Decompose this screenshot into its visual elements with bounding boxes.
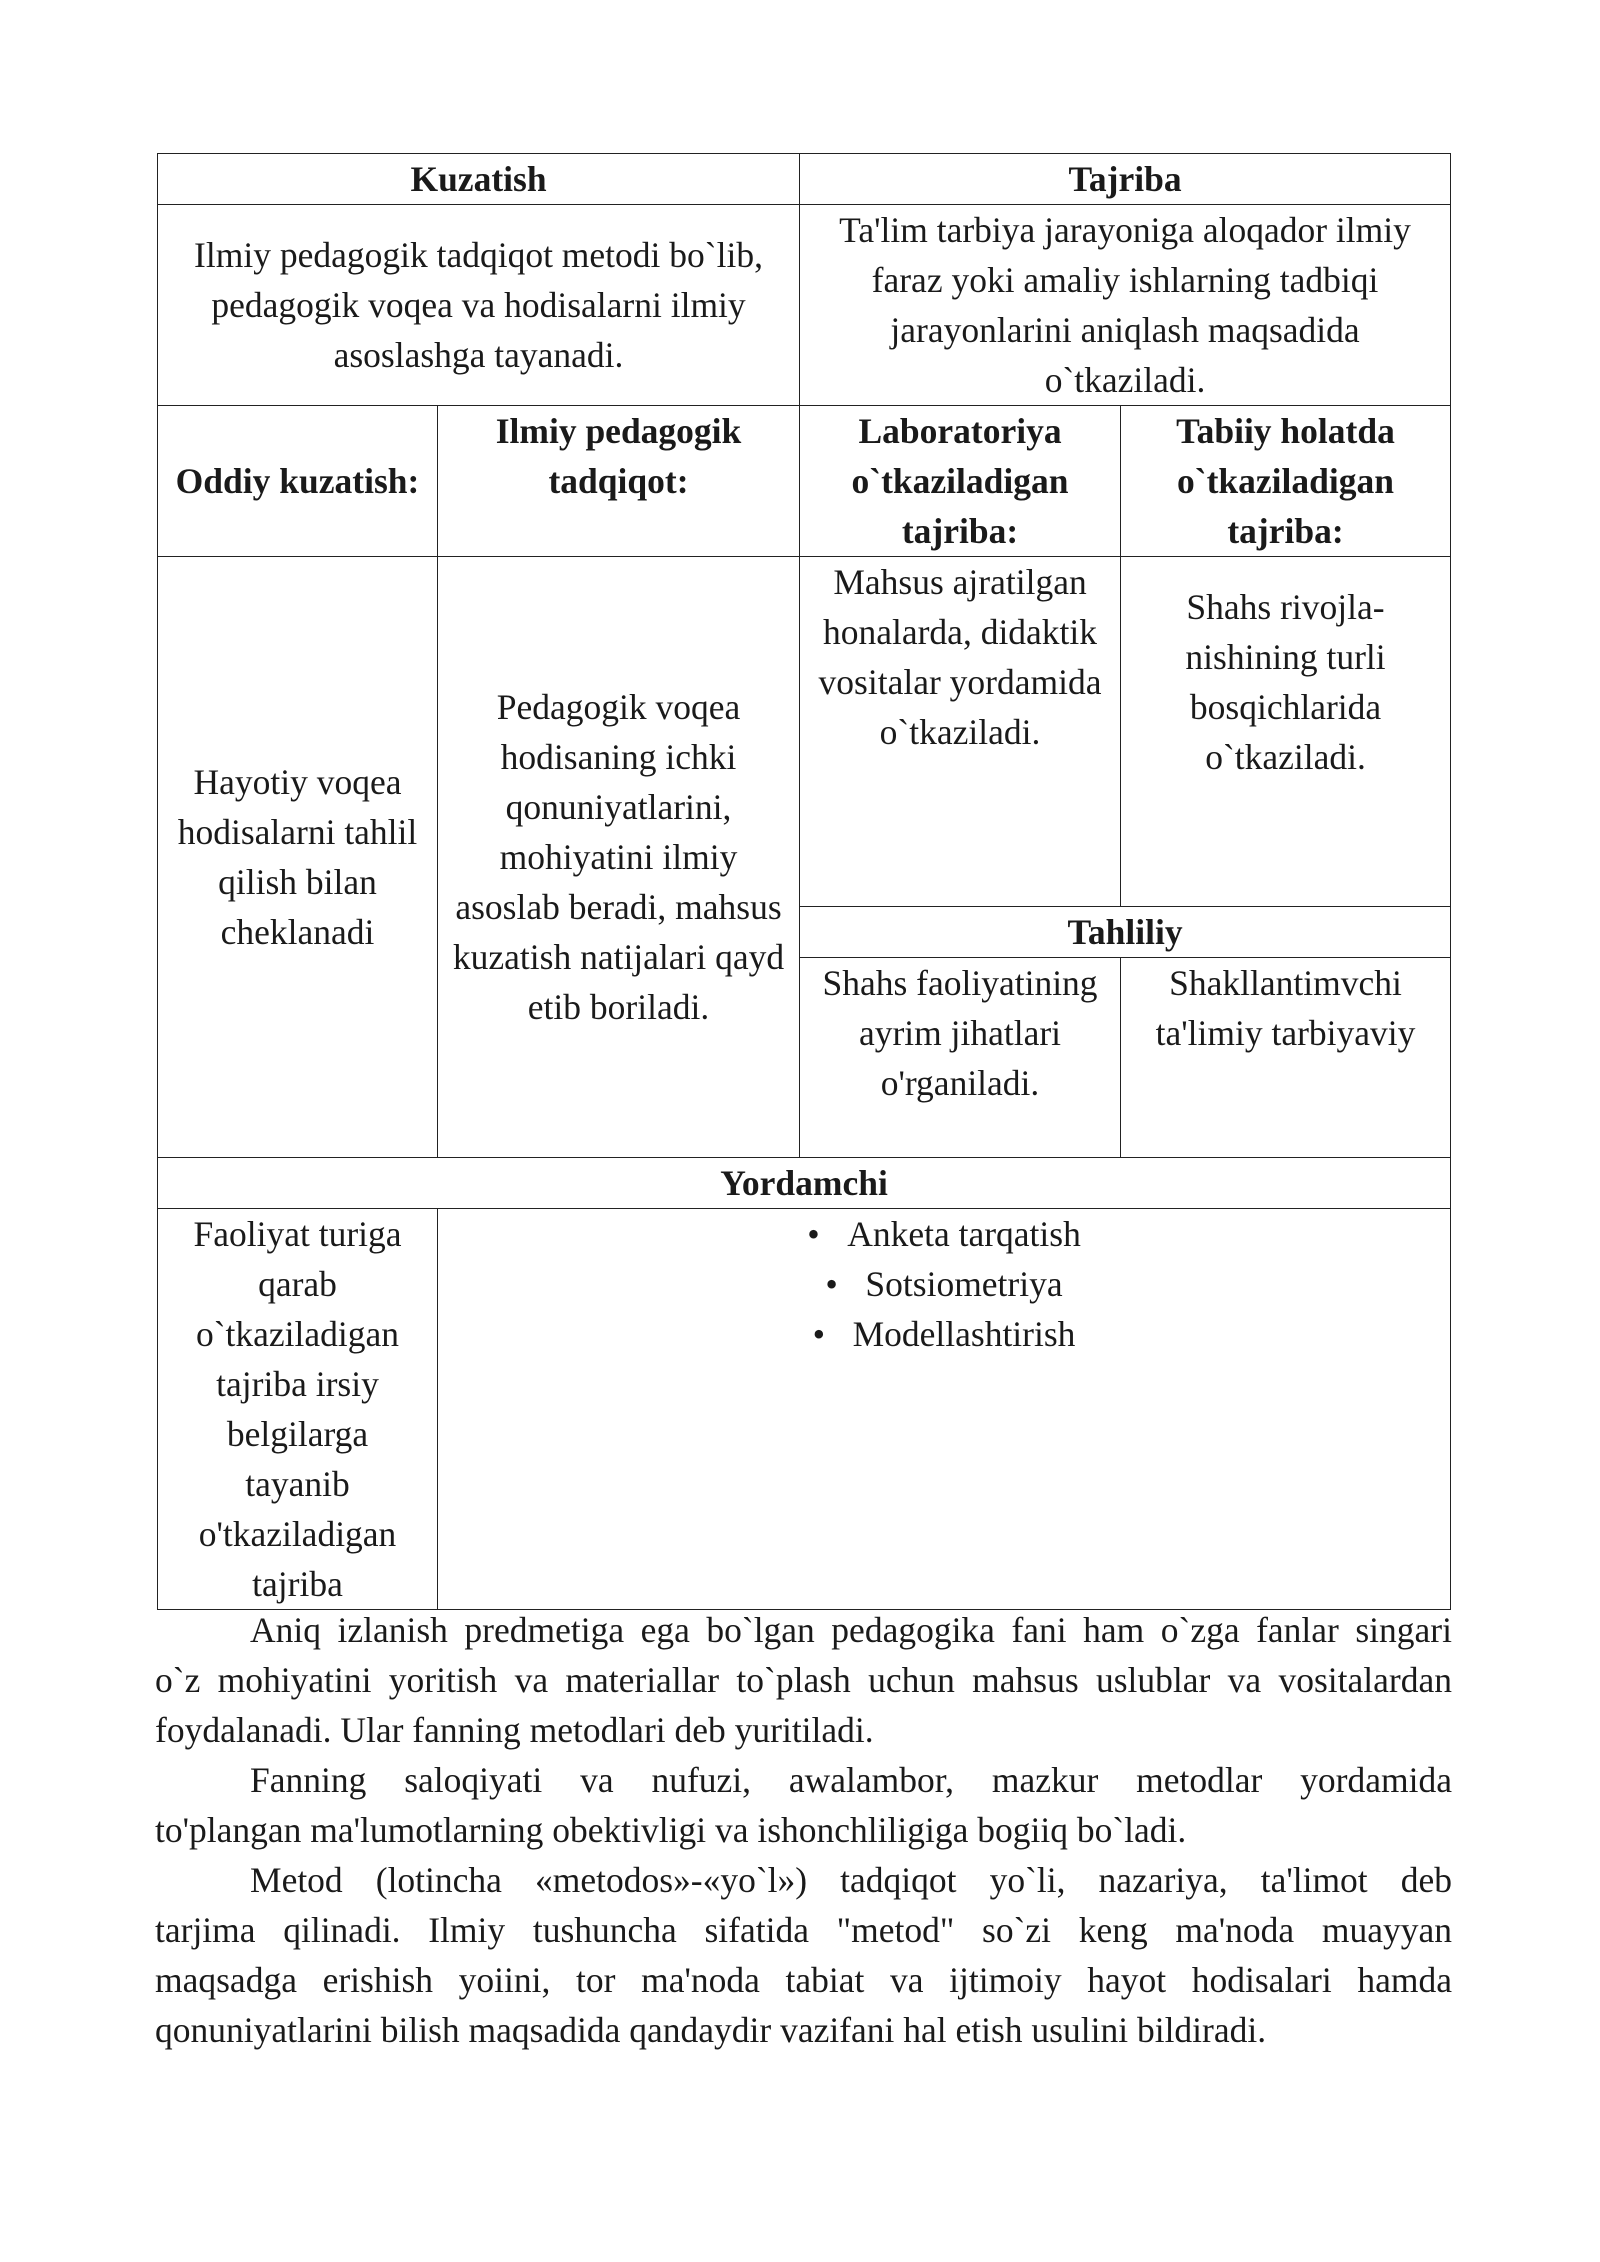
paragraph: [155, 1855, 1452, 2055]
yordamchi-left-text: Faoliyat turiga qarab o`tkaziladigan tajriba irsiy belgilarga tayanib o'tkaziladigan tajriba: [158, 1209, 438, 1610]
paragraph-line: maqsadga erishish yoiini, tor ma'noda tabiat va ijtimoiy hayot hodisalari hamda: [155, 1960, 1452, 2000]
paragraph-line: Metod (lotincha «metodos»-«yo`l») tadqiqot yo`li, nazariya, ta'limot deb: [250, 1860, 1452, 1900]
tahliliy-left-text: Shahs faoliyatining ayrim jihatlari o'rganiladi.: [800, 958, 1121, 1158]
ilmiy-tadqiqot-text: Pedagogik voqea hodisaning ichki qonuniyatlarini, mohiyatini ilmiy asoslab beradi, mahsus kuzatish natijalari qayd etib boriladi.: [438, 557, 800, 1158]
paragraph: [155, 1605, 1452, 1755]
list-item: [452, 1209, 1436, 1259]
tahliliy-header: Tahliliy: [800, 907, 1451, 958]
tabiiy-header: Tabiiy holatda o`tkaziladigan tajriba:: [1121, 406, 1451, 557]
kuzatish-header: Kuzatish: [158, 154, 800, 205]
list-item-label: Anketa tarqatish: [847, 1214, 1081, 1254]
oddiy-kuzatish-text: Hayotiy voqea hodisalarni tahlil qilish bilan cheklanadi: [158, 557, 438, 1158]
yordamchi-list: [452, 1209, 1436, 1359]
bullet-icon: •: [807, 1214, 820, 1254]
paragraph-line: o`z mohiyatini yoritish va materiallar to`plash uchun mahsus uslublar va vositalardan: [155, 1660, 1452, 1700]
paragraph-line: qonuniyatlarini bilish maqsadida qandaydir vazifani hal etish usulini bildiradi.: [155, 2010, 1267, 2050]
ilmiy-tadqiqot-header: Ilmiy pedagogik tadqiqot:: [438, 406, 800, 557]
list-item: [452, 1309, 1436, 1359]
list-item-label: Modellashtirish: [852, 1314, 1076, 1354]
bullet-icon: •: [812, 1314, 826, 1354]
yordamchi-header: Yordamchi: [158, 1158, 1451, 1209]
list-item: [452, 1259, 1436, 1309]
tajriba-definition: Ta'lim tarbiya jarayoniga aloqador ilmiy faraz yoki amaliy ishlarning tadbiqi jarayonlarini aniqlash maqsadida o`tkaziladi.: [800, 205, 1451, 406]
paragraph: [155, 1755, 1452, 1855]
list-item-label: Sotsiometriya: [865, 1264, 1063, 1304]
bullet-icon: •: [825, 1264, 838, 1304]
paragraph-line: tarjima qilinadi. Ilmiy tushuncha sifatida "metod" so`zi keng ma'noda muayyan: [155, 1910, 1452, 1950]
paragraph-line: Fanning saloqiyati va nufuzi, awalambor, mazkur metodlar yordamida: [250, 1760, 1452, 1800]
paragraph-line: foydalanadi. Ular fanning metodlari deb yuritiladi.: [155, 1710, 874, 1750]
laboratoriya-header: Laboratoriya o`tkaziladigan tajriba:: [800, 406, 1121, 557]
kuzatish-definition: Ilmiy pedagogik tadqiqot metodi bo`lib, pedagogik voqea va hodisalarni ilmiy asoslashga tayanadi.: [158, 205, 800, 406]
tahliliy-right-text: Shakllantimvchi ta'limiy tarbiyaviy: [1121, 958, 1451, 1158]
paragraph-line: Aniq izlanish predmetiga ega bo`lgan pedagogika fani ham o`zga fanlar singari: [250, 1610, 1452, 1650]
tabiiy-text: Shahs rivojla- nishining turli bosqichlarida o`tkaziladi.: [1121, 557, 1451, 907]
yordamchi-methods: [438, 1209, 1451, 1610]
methods-table: [157, 153, 1451, 1610]
paragraph-line: to'plangan ma'lumotlarning obektivligi va ishonchliligiga bogiiq bo`ladi.: [155, 1810, 1187, 1850]
oddiy-kuzatish-header: Oddiy kuzatish:: [158, 406, 438, 557]
tajriba-header: Tajriba: [800, 154, 1451, 205]
laboratoriya-text: Mahsus ajratilgan honalarda, didaktik vositalar yordamida o`tkaziladi.: [800, 557, 1121, 907]
